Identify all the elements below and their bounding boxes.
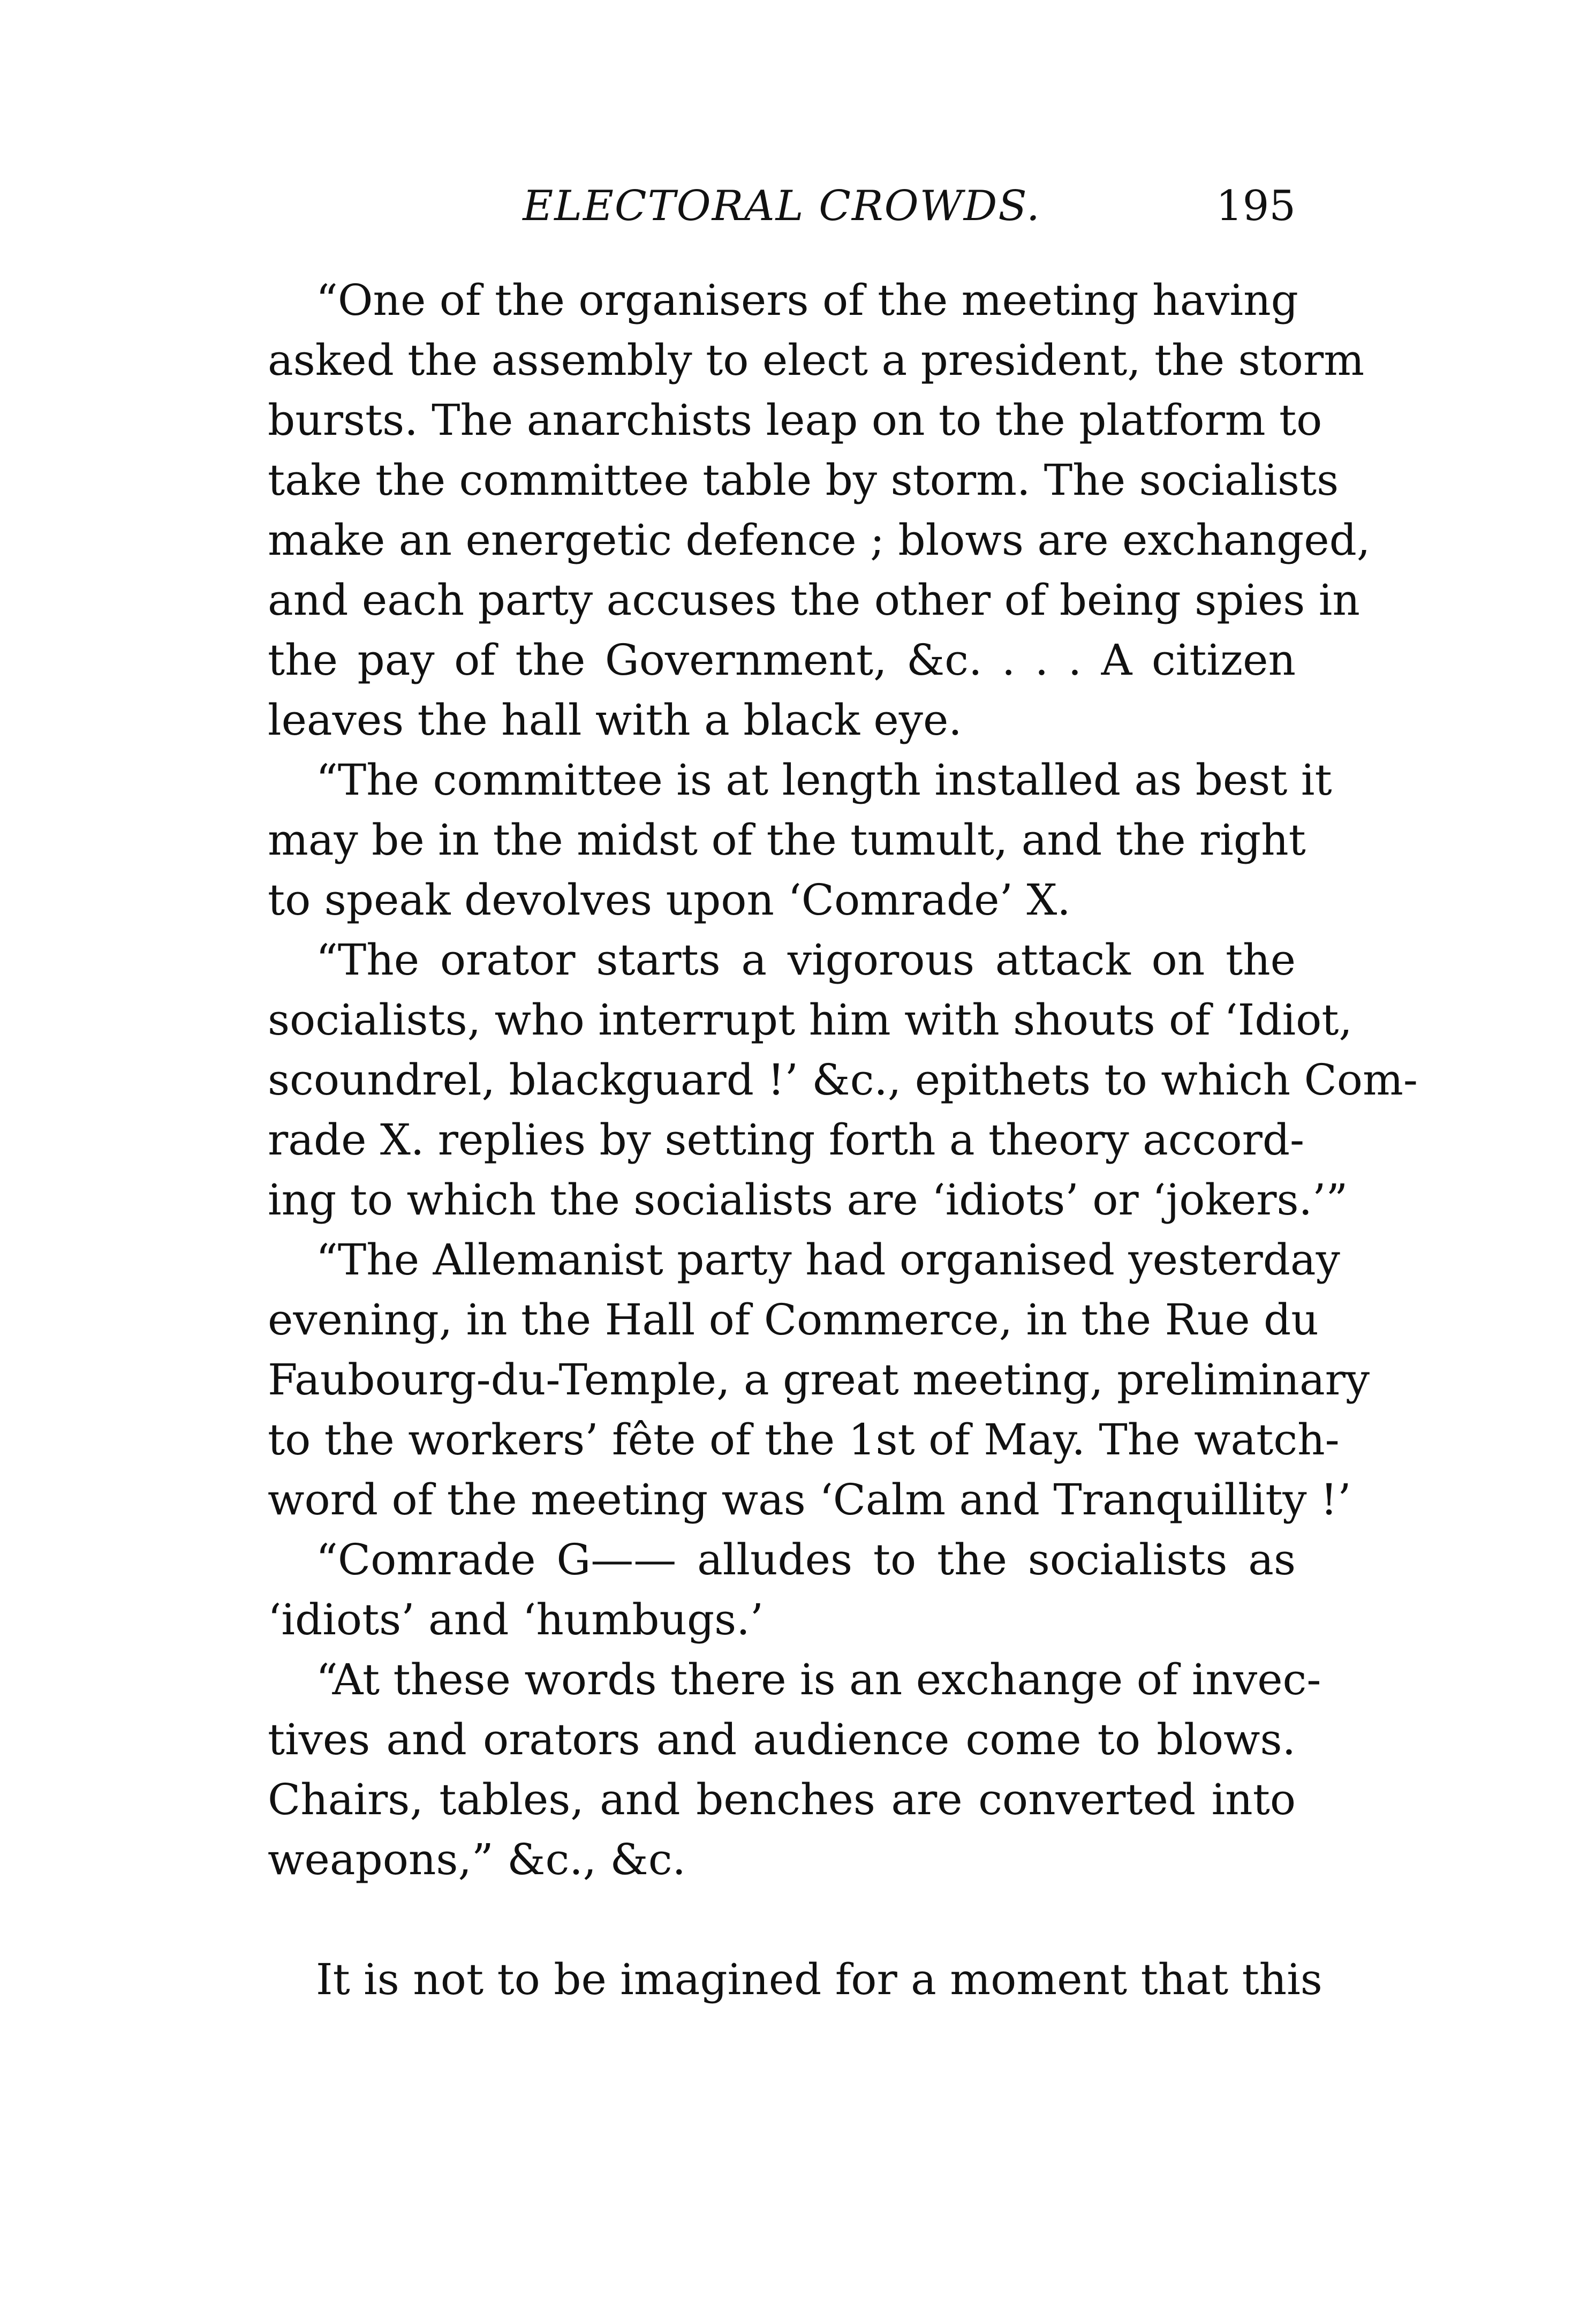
- text-line: word of the meeting was ‘Calm and Tranquillity !’: [268, 1475, 1351, 1525]
- text-line: the pay of the Government, &c. . . . A citizen: [268, 635, 1296, 685]
- text-line: rade X. replies by setting forth a theory accord-: [268, 1115, 1305, 1165]
- text-line: “The Allemanist party had organised yesterday: [316, 1235, 1340, 1285]
- text-line: make an energetic defence ; blows are exchanged,: [268, 515, 1371, 565]
- text-line: leaves the hall with a black eye.: [268, 695, 962, 745]
- text-line: asked the assembly to elect a president, the storm: [268, 335, 1365, 385]
- text-line: Faubourg-du-Temple, a great meeting, preliminary: [268, 1355, 1370, 1405]
- text-line: scoundrel, blackguard !’ &c., epithets to which Com-: [268, 1055, 1418, 1105]
- text-line: “Comrade G—— alludes to the socialists as: [316, 1535, 1296, 1584]
- running-head: ELECTORAL CROWDS.: [523, 182, 1041, 230]
- text-line: socialists, who interrupt him with shouts of ‘Idiot,: [268, 995, 1352, 1045]
- text-line: and each party accuses the other of being spies in: [268, 575, 1360, 625]
- text-line: “The committee is at length installed as best it: [316, 755, 1332, 805]
- text-line: ing to which the socialists are ‘idiots’ or ‘jokers.’”: [268, 1175, 1348, 1225]
- text-line: may be in the midst of the tumult, and the right: [268, 815, 1306, 865]
- text-line: ‘idiots’ and ‘humbugs.’: [268, 1595, 764, 1644]
- paragraph-gap: [268, 1890, 1296, 1950]
- text-line: evening, in the Hall of Commerce, in the Rue du: [268, 1295, 1319, 1345]
- text-line: It is not to be imagined for a moment that this: [316, 1955, 1322, 2004]
- text-line: weapons,” &c., &c.: [268, 1835, 686, 1884]
- text-line: “At these words there is an exchange of invec-: [316, 1655, 1321, 1704]
- page-header: [268, 177, 1296, 236]
- body-text: [268, 270, 1418, 2010]
- text-line: Chairs, tables, and benches are converted into: [268, 1775, 1296, 1824]
- text-line: bursts. The anarchists leap on to the platform to: [268, 395, 1322, 445]
- page-number: 195: [1216, 182, 1296, 230]
- text-line: tives and orators and audience come to blows.: [268, 1715, 1296, 1764]
- text-line: “The orator starts a vigorous attack on the: [316, 935, 1296, 985]
- text-line: “One of the organisers of the meeting having: [316, 275, 1298, 325]
- text-line: to speak devolves upon ‘Comrade’ X.: [268, 875, 1071, 925]
- text-line: take the committee table by storm. The socialists: [268, 455, 1339, 505]
- text-line: to the workers’ fête of the 1st of May. The watch-: [268, 1415, 1340, 1465]
